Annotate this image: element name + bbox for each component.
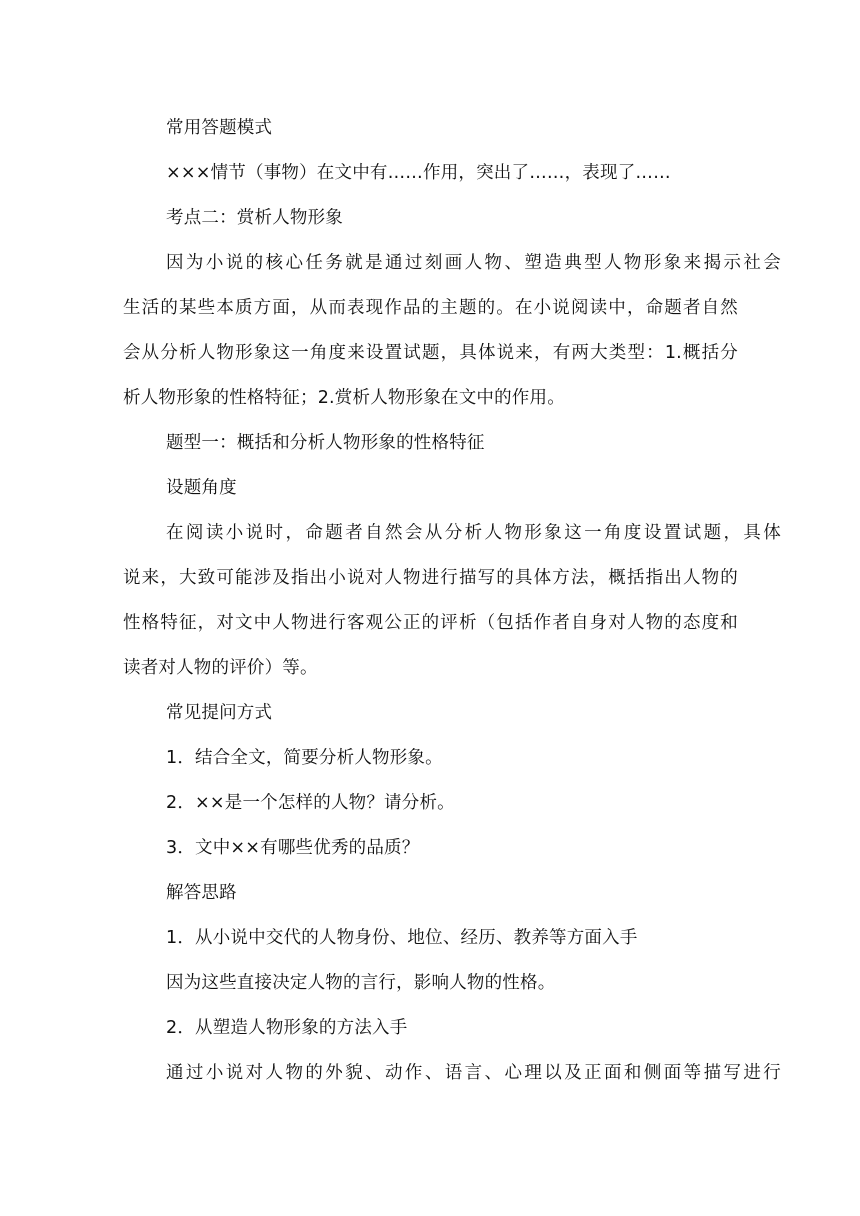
paragraph-line: 会从分析人物形象这一角度来设置试题，具体说来，有两大类型：1.概括分	[123, 343, 738, 363]
paragraph-line: 因为这些直接决定人物的言行，影响人物的性格。	[166, 973, 556, 993]
paragraph-line: 读者对人物的评价）等。	[123, 658, 318, 678]
list-item: 3．文中××有哪些优秀的品质？	[166, 838, 420, 858]
paragraph-line: 在阅读小说时，命题者自然会从分析人物形象这一角度设置试题，具体	[166, 523, 781, 543]
paragraph-line: 因为小说的核心任务就是通过刻画人物、塑造典型人物形象来揭示社会	[166, 253, 781, 273]
heading-common-answer-pattern: 常用答题模式	[166, 118, 273, 138]
heading-test-point-two: 考点二：赏析人物形象	[166, 208, 343, 228]
heading-common-questions: 常见提问方式	[166, 703, 273, 723]
paragraph-line: 性格特征，对文中人物进行客观公正的评析（包括作者自身对人物的态度和	[123, 613, 738, 633]
heading-question-angle: 设题角度	[166, 478, 237, 498]
list-item: 2．××是一个怎样的人物？请分析。	[166, 793, 455, 813]
list-item: 2．从塑造人物形象的方法入手	[166, 1018, 408, 1038]
heading-solution-approach: 解答思路	[166, 883, 237, 903]
paragraph-line: 生活的某些本质方面，从而表现作品的主题的。在小说阅读中，命题者自然	[123, 298, 738, 318]
heading-question-type-one: 题型一：概括和分析人物形象的性格特征	[166, 433, 485, 453]
list-item: 1．结合全文，简要分析人物形象。	[166, 748, 443, 768]
answer-pattern-template: ×××情节（事物）在文中有……作用，突出了……，表现了……	[166, 163, 671, 183]
paragraph-line: 说来，大致可能涉及指出小说对人物进行描写的具体方法，概括指出人物的	[123, 568, 738, 588]
paragraph-line: 析人物形象的性格特征；2.赏析人物形象在文中的作用。	[123, 388, 565, 408]
paragraph-line: 通过小说对人物的外貌、动作、语言、心理以及正面和侧面等描写进行	[166, 1063, 781, 1083]
list-item: 1．从小说中交代的人物身份、地位、经历、教养等方面入手	[166, 928, 638, 948]
